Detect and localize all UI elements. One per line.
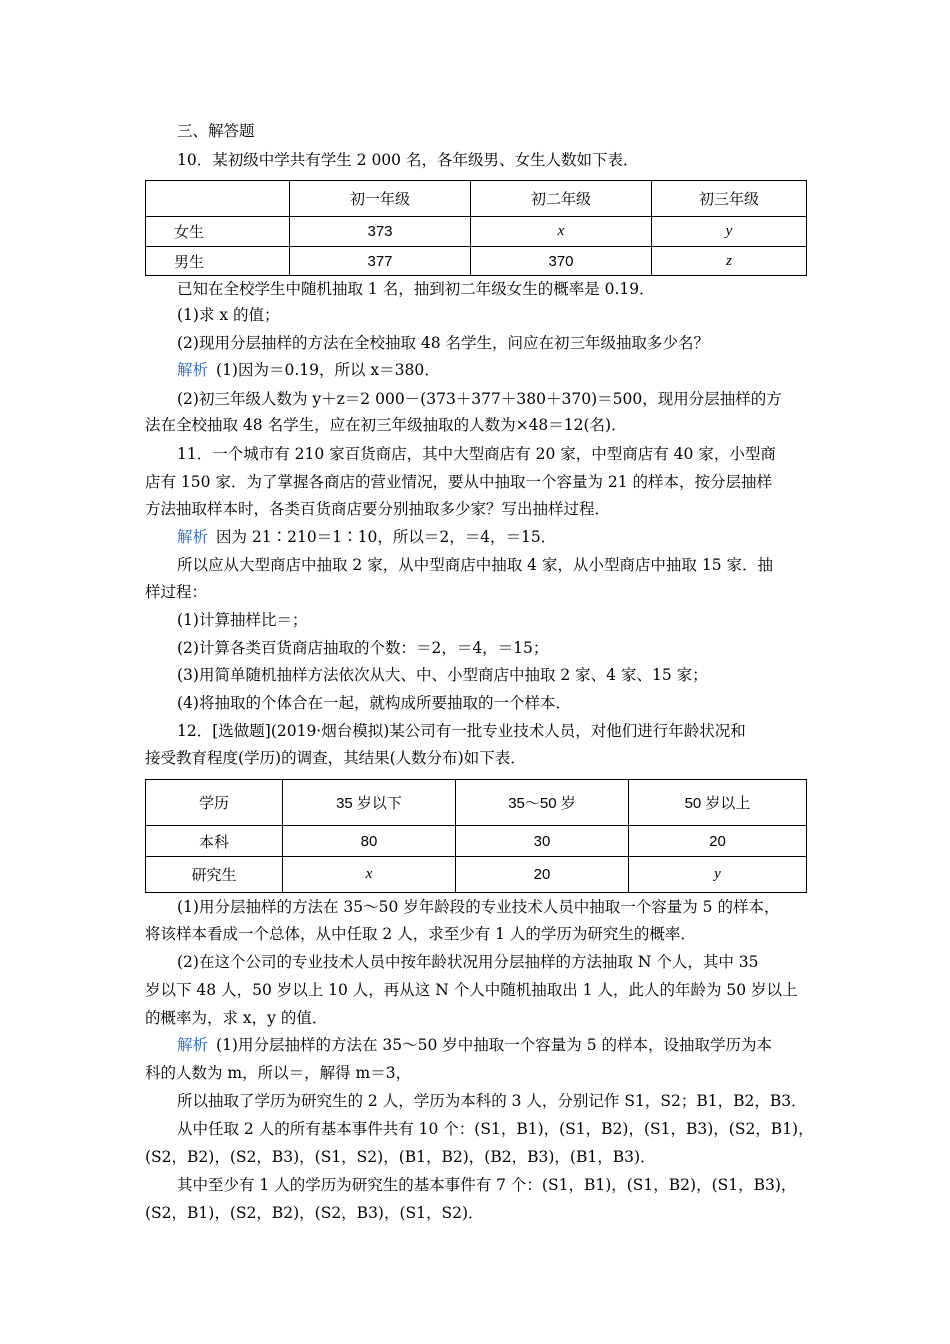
- paragraph: (2)计算各类百货商店抽取的个数：＝2，＝4，＝15；: [177, 639, 549, 657]
- table-cell: 女生: [146, 217, 290, 247]
- table-header-cell: 初二年级: [471, 181, 652, 217]
- paragraph: 接受教育程度(学历)的调查，其结果(人数分布)如下表．: [145, 749, 526, 767]
- solution-text: (1)因为＝0.19，所以 x＝380．: [216, 361, 440, 379]
- table-cell: 373: [290, 217, 471, 247]
- education-table: [145, 779, 807, 893]
- paragraph: (4)将抽取的个体合在一起，就构成所要抽取的一个样本．: [177, 694, 571, 712]
- table-cell: x: [283, 857, 456, 893]
- paragraph: 所以抽取了学历为研究生的 2 人，学历为本科的 3 人，分别记作 S1，S2；B1，B2，B3．: [177, 1092, 807, 1110]
- table-header-cell: 初三年级: [652, 181, 807, 217]
- paragraph: (S2，B2)，(S2，B3)，(S1，S2)，(B1，B2)，(B2，B3)，(B1，B3)．: [145, 1148, 656, 1166]
- table-cell: 30: [456, 826, 629, 857]
- table-cell: 80: [283, 826, 456, 857]
- table-cell: y: [652, 217, 807, 247]
- paragraph: 从中任取 2 人的所有基本事件共有 10 个：(S1，B1)，(S1，B2)，(S1，B3)，(S2，B1)，: [177, 1120, 814, 1138]
- paragraph: 岁以下 48 人，50 岁以上 10 人，再从这 N 个人中随机抽取出 1 人，此人的年龄为 50 岁以上: [145, 981, 798, 999]
- solution-keyword: 解析: [177, 361, 209, 379]
- solution-keyword: 解析: [177, 528, 209, 546]
- table-cell: 男生: [146, 247, 290, 276]
- solution-line: [177, 1035, 772, 1055]
- table-header-cell: 50 岁以上: [629, 780, 807, 826]
- grade-table: [145, 180, 807, 276]
- paragraph: (1)计算抽样比＝；: [177, 611, 308, 629]
- table-cell: 377: [290, 247, 471, 276]
- table-row: [146, 247, 807, 276]
- table-header-cell: 学历: [146, 780, 283, 826]
- question-11: 11．一个城市有 210 家百货商店，其中大型商店有 20 家，中型商店有 40 家，小型商: [177, 445, 776, 463]
- table-cell: y: [629, 857, 807, 893]
- table-cell: 本科: [146, 826, 283, 857]
- table-header-cell: [146, 181, 290, 217]
- paragraph: 已知在全校学生中随机抽取 1 名，抽到初二年级女生的概率是 0.19．: [177, 280, 655, 298]
- question-10: 10．某初级中学共有学生 2 000 名，各年级男、女生人数如下表．: [177, 151, 639, 169]
- table-cell: 370: [471, 247, 652, 276]
- solution-keyword: 解析: [177, 1036, 209, 1054]
- paragraph: 将该样本看成一个总体，从中任取 2 人，求至少有 1 人的学历为研究生的概率．: [145, 925, 696, 943]
- table-cell: x: [471, 217, 652, 247]
- question-12: 12．[选做题](2019·烟台模拟)某公司有一批专业技术人员，对他们进行年龄状况和: [177, 722, 746, 740]
- table-header-cell: 初一年级: [290, 181, 471, 217]
- paragraph: (2)在这个公司的专业技术人员中按年龄状况用分层抽样的方法抽取 N 个人，其中 35: [177, 953, 759, 971]
- paragraph: 方法抽取样本时，各类百货商店要分别抽取多少家？写出抽样过程．: [145, 500, 611, 518]
- paragraph: 样过程：: [145, 583, 208, 601]
- paragraph: 其中至少有 1 人的学历为研究生的基本事件有 7 个：(S1，B1)，(S1，B2)，(S1，B3)，: [177, 1176, 797, 1194]
- solution-text: 因为 21∶210＝1∶10，所以＝2，＝4，＝15．: [216, 528, 557, 546]
- solution-line: [177, 527, 556, 547]
- solution-text: (1)用分层抽样的方法在 35～50 岁中抽取一个容量为 5 的样本，设抽取学历为本: [216, 1036, 772, 1054]
- paragraph: (S2，B1)，(S2，B2)，(S2，B3)，(S1，S2)．: [145, 1204, 484, 1222]
- solution-line: [177, 360, 440, 380]
- paragraph: 科的人数为 m，所以＝，解得 m＝3，: [145, 1064, 412, 1082]
- paragraph: (3)用简单随机抽样方法依次从大、中、小型商店中抽取 2 家、4 家、15 家；: [177, 666, 708, 684]
- paragraph: (1)求 x 的值；: [177, 306, 280, 324]
- paragraph: 的概率为，求 x，y 的值．: [145, 1009, 328, 1027]
- paragraph: 所以应从大型商店中抽取 2 家，从中型商店中抽取 4 家，从小型商店中抽取 15 家．抽: [177, 556, 774, 574]
- table-cell: 20: [629, 826, 807, 857]
- table-cell: 20: [456, 857, 629, 893]
- table-cell: 研究生: [146, 857, 283, 893]
- section-heading: 三、解答题: [177, 122, 255, 140]
- table-header-cell: 35～50 岁: [456, 780, 629, 826]
- table-row: [146, 826, 807, 857]
- paragraph: 店有 150 家．为了掌握各商店的营业情况，要从中抽取一个容量为 21 的样本，按分层抽样: [145, 473, 773, 491]
- paragraph: (2)初三年级人数为 y＋z＝2 000－(373＋377＋380＋370)＝500，现用分层抽样的方: [177, 390, 782, 408]
- table-row: [146, 217, 807, 247]
- table-row: [146, 857, 807, 893]
- paragraph: (1)用分层抽样的方法在 35～50 岁年龄段的专业技术人员中抽取一个容量为 5 的样本，: [177, 898, 780, 916]
- paragraph: 法在全校抽取 48 名学生，应在初三年级抽取的人数为×48＝12(名)．: [145, 416, 627, 434]
- table-header-cell: 35 岁以下: [283, 780, 456, 826]
- paragraph: (2)现用分层抽样的方法在全校抽取 48 名学生，问应在初三年级抽取多少名？: [177, 334, 710, 352]
- table-cell: z: [652, 247, 807, 276]
